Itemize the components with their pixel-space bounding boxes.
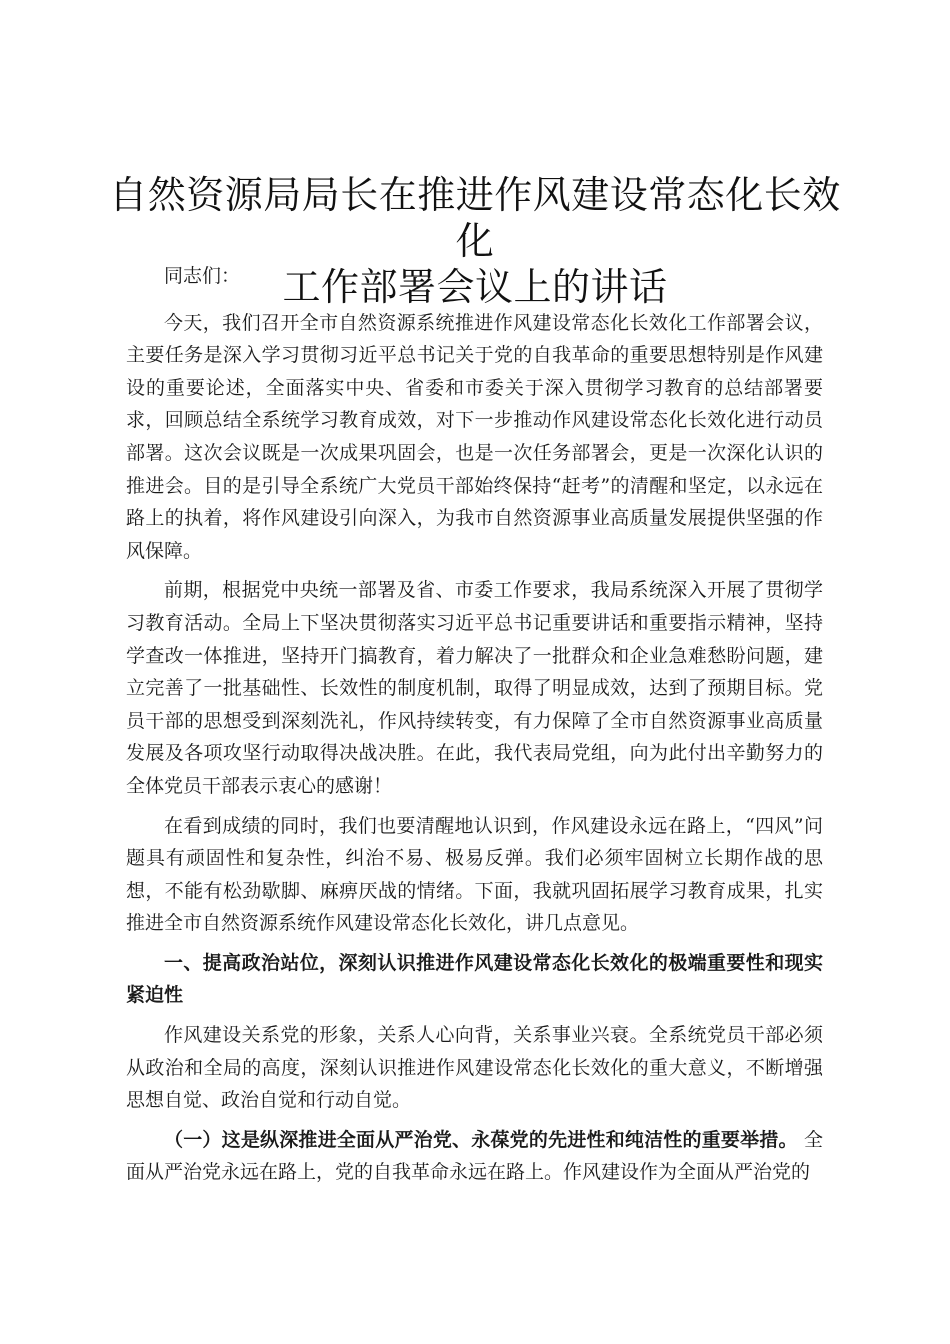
- subsection-1-heading: （一）这是纵深推进全面从严治党、永葆党的先进性和纯洁性的重要举措。: [164, 1128, 798, 1151]
- paragraph-achievements: 前期，根据党中央统一部署及省、市委工作要求，我局系统深入开展了贯彻学习教育活动。全局上下坚决贯彻落实习近平总书记重要讲话和重要指示精神，坚持学查改一体推进，坚持开门搞教育，着力解决了一批群众和企业急难愁盼问题，建立完善了一批基础性、长效性的制度机制，取得了明显成效，达到了预期目标。党员干部的思想受到深刻洗礼，作风持续转变，有力保障了全市自然资源事业高质量发展及各项攻坚行动取得决战决胜。在此，我代表局党组，向为此付出辛勤努力的全体党员干部表示衷心的感谢！: [126, 579, 823, 797]
- section-1-heading: 一、提高政治站位，深刻认识推进作风建设常态化长效化的极端重要性和现实紧迫性: [126, 951, 823, 1007]
- document-body: [126, 260, 823, 1196]
- title-line-1: 自然资源局局长在推进作风建设常态化长效化: [109, 173, 841, 263]
- subsection-1-paragraph: [126, 1124, 823, 1189]
- paragraph-awareness: 在看到成绩的同时，我们也要清醒地认识到，作风建设永远在路上，“四风”问题具有顽固性和复杂性，纠治不易、极易反弹。我们必须牢固树立长期作战的思想，不能有松劲歇脚、麻痹厌战的情绪。下面，我就巩固拓展学习教育成果，扎实推进全市自然资源系统作风建设常态化长效化，讲几点意见。: [126, 814, 823, 935]
- title-line-2: 工作部署会议上的讲话: [282, 265, 668, 309]
- subsection-1-text: 全面从严治党永远在路上，党的自我革命永远在路上。作风建设作为全面从严治党的: [126, 1128, 823, 1184]
- section-1-paragraph: 作风建设关系党的形象，关系人心向背，关系事业兴衰。全系统党员干部必须从政治和全局的高度，深刻认识推进作风建设常态化长效化的重大意义，不断增强思想自觉、政治自觉和行动自觉。: [126, 1024, 823, 1112]
- greeting: 同志们：: [164, 265, 241, 287]
- paragraph-intro: 今天，我们召开全市自然资源系统推进作风建设常态化长效化工作部署会议，主要任务是深入学习贯彻习近平总书记关于党的自我革命的重要思想特别是作风建设的重要论述，全面落实中央、省委和市委关于深入贯彻学习教育的总结部署要求，回顾总结全系统学习教育成效，对下一步推动作风建设常态化长效化进行动员部署。这次会议既是一次成果巩固会，也是一次任务部署会，更是一次深化认识的推进会。目的是引导全系统广大党员干部始终保持“赶考”的清醒和坚定，以永远在路上的执着，将作风建设引向深入，为我市自然资源事业高质量发展提供坚强的作风保障。: [126, 311, 823, 562]
